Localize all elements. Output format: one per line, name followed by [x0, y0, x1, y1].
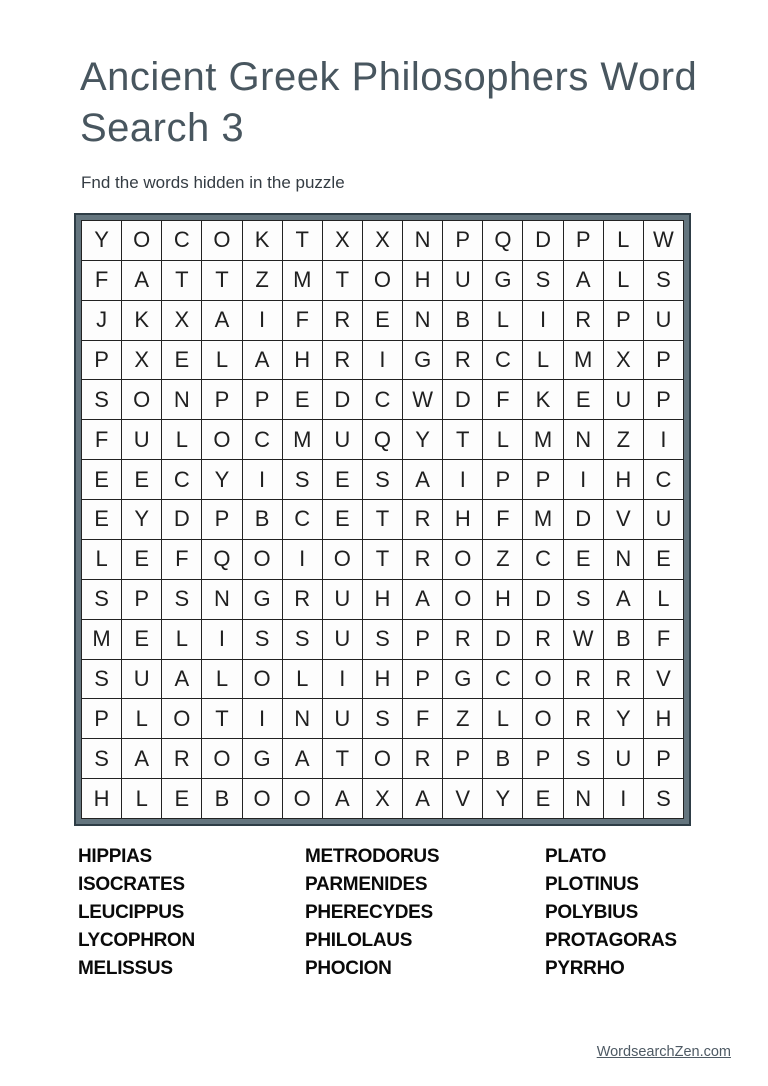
grid-cell: R [564, 301, 603, 340]
grid-cell: M [523, 500, 562, 539]
grid-cell: S [564, 739, 603, 778]
grid-cell: C [243, 420, 282, 459]
grid-cell: G [483, 261, 522, 300]
grid-cell: S [644, 779, 683, 818]
grid-cell: T [323, 739, 362, 778]
grid-cell: I [564, 460, 603, 499]
grid-cell: N [403, 301, 442, 340]
grid-cell: X [122, 341, 161, 380]
grid-cell: R [523, 620, 562, 659]
grid-cell: P [243, 380, 282, 419]
grid-cell: D [323, 380, 362, 419]
grid-cell: O [283, 779, 322, 818]
grid-cell: R [162, 739, 201, 778]
grid-cell: O [122, 380, 161, 419]
grid-cell: I [604, 779, 643, 818]
grid-cell: A [403, 580, 442, 619]
grid-cell: L [202, 660, 241, 699]
grid-cell: O [202, 221, 241, 260]
grid-cell: I [644, 420, 683, 459]
grid-cell: O [523, 660, 562, 699]
grid-cell: V [604, 500, 643, 539]
grid-cell: D [523, 221, 562, 260]
grid-cell: U [644, 301, 683, 340]
word-column [78, 843, 305, 983]
grid-cell: S [523, 261, 562, 300]
grid-cell: A [403, 460, 442, 499]
grid-cell: O [363, 261, 402, 300]
grid-cell: P [644, 739, 683, 778]
grid-cell: L [483, 420, 522, 459]
grid-cell: H [604, 460, 643, 499]
word-item: METRODORUS [305, 846, 440, 867]
grid-cell: L [202, 341, 241, 380]
grid-cell: L [483, 699, 522, 738]
word-item: POLYBIUS [545, 902, 638, 923]
grid-cell: O [122, 221, 161, 260]
grid-cell: T [283, 221, 322, 260]
word-item: PARMENIDES [305, 874, 428, 895]
grid-cell: S [82, 660, 121, 699]
grid-cell: E [162, 779, 201, 818]
grid-cell: E [564, 380, 603, 419]
grid-cell: F [644, 620, 683, 659]
grid-cell: L [644, 580, 683, 619]
grid-cell: X [162, 301, 201, 340]
grid-cell: L [483, 301, 522, 340]
grid-cell: D [483, 620, 522, 659]
grid-cell: R [403, 540, 442, 579]
grid-cell: N [564, 420, 603, 459]
grid-cell: I [283, 540, 322, 579]
grid-cell: R [443, 341, 482, 380]
grid-cell: L [604, 261, 643, 300]
grid-cell: O [202, 420, 241, 459]
grid-cell: E [162, 341, 201, 380]
page-title: Ancient Greek Philosophers Word Search 3 [80, 55, 698, 151]
grid-cell: U [323, 420, 362, 459]
grid-cell: O [443, 540, 482, 579]
grid-cell: P [122, 580, 161, 619]
word-item: PLATO [545, 846, 607, 867]
grid-cell: U [644, 500, 683, 539]
grid-cell: N [403, 221, 442, 260]
grid-cell: G [443, 660, 482, 699]
grid-cell: B [604, 620, 643, 659]
grid-cell: M [283, 420, 322, 459]
grid-cell: T [162, 261, 201, 300]
grid-cell: E [644, 540, 683, 579]
grid-cell: R [283, 580, 322, 619]
grid-cell: R [323, 341, 362, 380]
grid-cell: H [403, 261, 442, 300]
word-item: PROTAGORAS [545, 930, 677, 951]
grid-cell: R [564, 660, 603, 699]
grid-cell: E [363, 301, 402, 340]
grid-cell: I [523, 301, 562, 340]
word-item: PHERECYDES [305, 902, 433, 923]
grid-cell: B [202, 779, 241, 818]
grid-cell: Q [202, 540, 241, 579]
grid-cell: L [122, 779, 161, 818]
grid-cell: U [443, 261, 482, 300]
grid-cell: Y [82, 221, 121, 260]
grid-cell: A [122, 739, 161, 778]
letter-grid [81, 220, 684, 819]
word-column [545, 843, 718, 983]
grid-cell: U [323, 620, 362, 659]
grid-cell: G [403, 341, 442, 380]
grid-cell: L [283, 660, 322, 699]
grid-cell: U [122, 660, 161, 699]
grid-cell: U [604, 739, 643, 778]
word-item: PYRRHO [545, 958, 625, 979]
grid-cell: S [283, 620, 322, 659]
grid-cell: S [283, 460, 322, 499]
grid-cell: J [82, 301, 121, 340]
grid-cell: U [604, 380, 643, 419]
word-item: HIPPIAS [78, 846, 152, 867]
puzzle-grid-frame [74, 213, 691, 826]
grid-cell: S [243, 620, 282, 659]
grid-cell: P [403, 620, 442, 659]
grid-cell: P [202, 500, 241, 539]
grid-cell: A [283, 739, 322, 778]
grid-cell: H [283, 341, 322, 380]
grid-cell: P [483, 460, 522, 499]
grid-cell: L [162, 420, 201, 459]
grid-cell: H [363, 660, 402, 699]
grid-cell: F [483, 500, 522, 539]
grid-cell: N [202, 580, 241, 619]
grid-cell: H [363, 580, 402, 619]
grid-cell: I [323, 660, 362, 699]
grid-cell: E [122, 540, 161, 579]
grid-cell: O [243, 779, 282, 818]
grid-cell: M [564, 341, 603, 380]
grid-cell: P [523, 739, 562, 778]
grid-cell: P [403, 660, 442, 699]
word-list [78, 843, 718, 983]
grid-cell: I [243, 460, 282, 499]
grid-cell: S [162, 580, 201, 619]
grid-cell: P [644, 341, 683, 380]
grid-cell: P [564, 221, 603, 260]
grid-cell: U [122, 420, 161, 459]
grid-cell: C [483, 341, 522, 380]
grid-cell: F [162, 540, 201, 579]
grid-cell: P [82, 341, 121, 380]
grid-cell: U [323, 699, 362, 738]
grid-cell: W [564, 620, 603, 659]
grid-cell: L [604, 221, 643, 260]
grid-cell: E [283, 380, 322, 419]
grid-cell: O [443, 580, 482, 619]
word-item: ISOCRATES [78, 874, 185, 895]
grid-cell: E [523, 779, 562, 818]
grid-cell: N [283, 699, 322, 738]
grid-cell: Z [443, 699, 482, 738]
grid-cell: M [283, 261, 322, 300]
word-item: LEUCIPPUS [78, 902, 185, 923]
grid-cell: P [443, 221, 482, 260]
grid-cell: P [202, 380, 241, 419]
grid-cell: S [363, 699, 402, 738]
grid-cell: S [82, 580, 121, 619]
grid-cell: A [564, 261, 603, 300]
grid-cell: Q [363, 420, 402, 459]
grid-cell: B [483, 739, 522, 778]
grid-cell: L [122, 699, 161, 738]
grid-cell: R [403, 739, 442, 778]
grid-cell: C [363, 380, 402, 419]
grid-cell: K [523, 380, 562, 419]
grid-cell: G [243, 580, 282, 619]
grid-cell: L [523, 341, 562, 380]
grid-cell: H [483, 580, 522, 619]
grid-cell: O [243, 660, 282, 699]
grid-cell: O [162, 699, 201, 738]
grid-cell: M [523, 420, 562, 459]
grid-cell: N [162, 380, 201, 419]
grid-cell: F [403, 699, 442, 738]
grid-cell: R [604, 660, 643, 699]
word-item: PHOCION [305, 958, 392, 979]
grid-cell: S [564, 580, 603, 619]
grid-cell: P [604, 301, 643, 340]
grid-cell: P [82, 699, 121, 738]
grid-cell: D [564, 500, 603, 539]
grid-cell: A [243, 341, 282, 380]
grid-cell: T [443, 420, 482, 459]
grid-cell: O [323, 540, 362, 579]
grid-cell: T [202, 261, 241, 300]
grid-cell: O [202, 739, 241, 778]
grid-cell: X [363, 779, 402, 818]
grid-cell: I [243, 699, 282, 738]
grid-cell: T [363, 540, 402, 579]
grid-cell: A [323, 779, 362, 818]
grid-cell: Z [483, 540, 522, 579]
grid-cell: D [523, 580, 562, 619]
grid-cell: H [644, 699, 683, 738]
grid-cell: I [243, 301, 282, 340]
grid-cell: F [82, 261, 121, 300]
grid-cell: D [443, 380, 482, 419]
grid-cell: A [604, 580, 643, 619]
grid-cell: Z [604, 420, 643, 459]
grid-cell: H [82, 779, 121, 818]
grid-cell: C [483, 660, 522, 699]
grid-cell: X [363, 221, 402, 260]
grid-cell: Y [202, 460, 241, 499]
grid-cell: F [483, 380, 522, 419]
grid-cell: I [443, 460, 482, 499]
grid-cell: T [202, 699, 241, 738]
grid-cell: U [323, 580, 362, 619]
word-item: PHILOLAUS [305, 930, 413, 951]
grid-cell: C [162, 460, 201, 499]
grid-cell: E [564, 540, 603, 579]
grid-cell: A [162, 660, 201, 699]
grid-cell: P [443, 739, 482, 778]
grid-cell: N [564, 779, 603, 818]
word-item: PLOTINUS [545, 874, 639, 895]
grid-cell: S [82, 739, 121, 778]
grid-cell: V [644, 660, 683, 699]
grid-cell: G [243, 739, 282, 778]
grid-cell: Y [122, 500, 161, 539]
grid-cell: E [323, 500, 362, 539]
grid-cell: Y [604, 699, 643, 738]
grid-cell: C [283, 500, 322, 539]
grid-cell: A [122, 261, 161, 300]
grid-cell: S [82, 380, 121, 419]
grid-cell: S [363, 460, 402, 499]
grid-cell: R [443, 620, 482, 659]
grid-cell: Q [483, 221, 522, 260]
grid-cell: O [243, 540, 282, 579]
grid-cell: R [323, 301, 362, 340]
grid-cell: Y [483, 779, 522, 818]
grid-cell: A [202, 301, 241, 340]
grid-cell: E [82, 460, 121, 499]
grid-cell: E [122, 620, 161, 659]
grid-cell: S [363, 620, 402, 659]
grid-cell: W [644, 221, 683, 260]
grid-cell: X [323, 221, 362, 260]
grid-cell: I [202, 620, 241, 659]
grid-cell: B [243, 500, 282, 539]
grid-cell: E [82, 500, 121, 539]
grid-cell: D [162, 500, 201, 539]
grid-cell: R [564, 699, 603, 738]
grid-cell: I [363, 341, 402, 380]
word-column [305, 843, 545, 983]
grid-cell: A [403, 779, 442, 818]
grid-cell: P [644, 380, 683, 419]
grid-cell: Z [243, 261, 282, 300]
grid-cell: R [403, 500, 442, 539]
grid-cell: N [604, 540, 643, 579]
grid-cell: V [443, 779, 482, 818]
grid-cell: F [82, 420, 121, 459]
word-item: LYCOPHRON [78, 930, 195, 951]
grid-cell: O [523, 699, 562, 738]
grid-cell: L [162, 620, 201, 659]
grid-cell: K [122, 301, 161, 340]
footer-site-link[interactable]: WordsearchZen.com [596, 1044, 731, 1060]
grid-cell: W [403, 380, 442, 419]
grid-cell: C [523, 540, 562, 579]
grid-cell: B [443, 301, 482, 340]
grid-cell: C [644, 460, 683, 499]
grid-cell: P [523, 460, 562, 499]
grid-cell: T [323, 261, 362, 300]
word-item: MELISSUS [78, 958, 173, 979]
grid-cell: K [243, 221, 282, 260]
page-subtitle: Fnd the words hidden in the puzzle [81, 173, 345, 192]
grid-cell: Y [403, 420, 442, 459]
grid-cell: T [363, 500, 402, 539]
grid-cell: C [162, 221, 201, 260]
grid-cell: F [283, 301, 322, 340]
grid-cell: H [443, 500, 482, 539]
grid-cell: X [604, 341, 643, 380]
grid-cell: M [82, 620, 121, 659]
grid-cell: L [82, 540, 121, 579]
grid-cell: E [122, 460, 161, 499]
grid-cell: O [363, 739, 402, 778]
grid-cell: S [644, 261, 683, 300]
grid-cell: E [323, 460, 362, 499]
